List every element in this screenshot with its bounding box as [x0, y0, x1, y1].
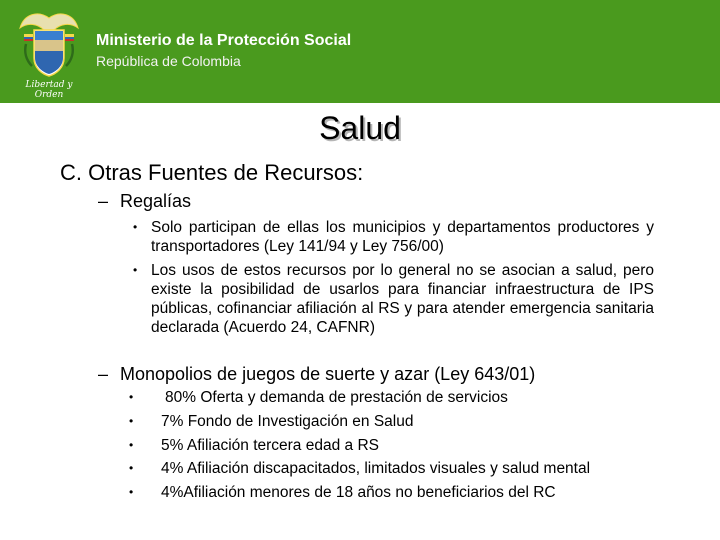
coat-of-arms-motto: Libertad y Orden — [25, 80, 73, 100]
list-item-text: Los usos de estos recursos por lo general no se asocian a salud, pero existe la posibilidad de usarlos para financiar infraestructura de IPS públicas, cofinanciar afiliación al RS y para atender emergencia sanitaria declarada (Acuerdo 24, CAFNR) — [151, 262, 654, 336]
section-heading: C. Otras Fuentes de Recursos: — [60, 160, 364, 185]
header-banner — [0, 0, 720, 103]
group-label: Regalías — [120, 191, 192, 211]
list-item — [129, 388, 691, 407]
dash-bullet: – — [98, 364, 109, 384]
bullet-icon: • — [133, 263, 138, 277]
ministry-title: Ministerio de la Protección Social — [96, 32, 352, 49]
list-item-text: 7% Fondo de Investigación en Salud — [161, 413, 414, 430]
bullet-icon: • — [129, 485, 134, 499]
list-item-text: 5% Afiliación tercera edad a RS — [161, 437, 379, 454]
group-heading-monopolios — [98, 364, 535, 385]
bullet-icon: • — [133, 220, 138, 234]
list-item-text: 4% Afiliación discapacitados, limitados visuales y salud mental — [161, 460, 591, 477]
bullet-icon: • — [129, 438, 134, 452]
group-label: Monopolios de juegos de suerte y azar (Ley 643/01) — [120, 364, 536, 384]
ministry-subtitle: República de Colombia — [96, 53, 241, 69]
list-item — [129, 483, 691, 502]
slide-title: Salud — [319, 110, 401, 146]
dash-bullet: – — [98, 191, 109, 211]
list-item — [133, 218, 654, 256]
list-item-text: 4%Afiliación menores de 18 años no beneficiarios del RC — [161, 484, 556, 501]
list-item — [133, 261, 654, 337]
group-heading-regalias — [98, 191, 191, 212]
list-item-text: 80% Oferta y demanda de prestación de servicios — [165, 389, 508, 406]
bullet-icon: • — [129, 390, 134, 404]
list-item — [129, 412, 691, 431]
list-item-text: Solo participan de ellas los municipios y departamentos productores y transportadores (Ley 141/94 y Ley 756/00) — [151, 219, 654, 255]
list-item — [129, 459, 691, 478]
list-item — [129, 436, 691, 455]
bullet-icon: • — [129, 414, 134, 428]
bullet-icon: • — [129, 461, 134, 475]
